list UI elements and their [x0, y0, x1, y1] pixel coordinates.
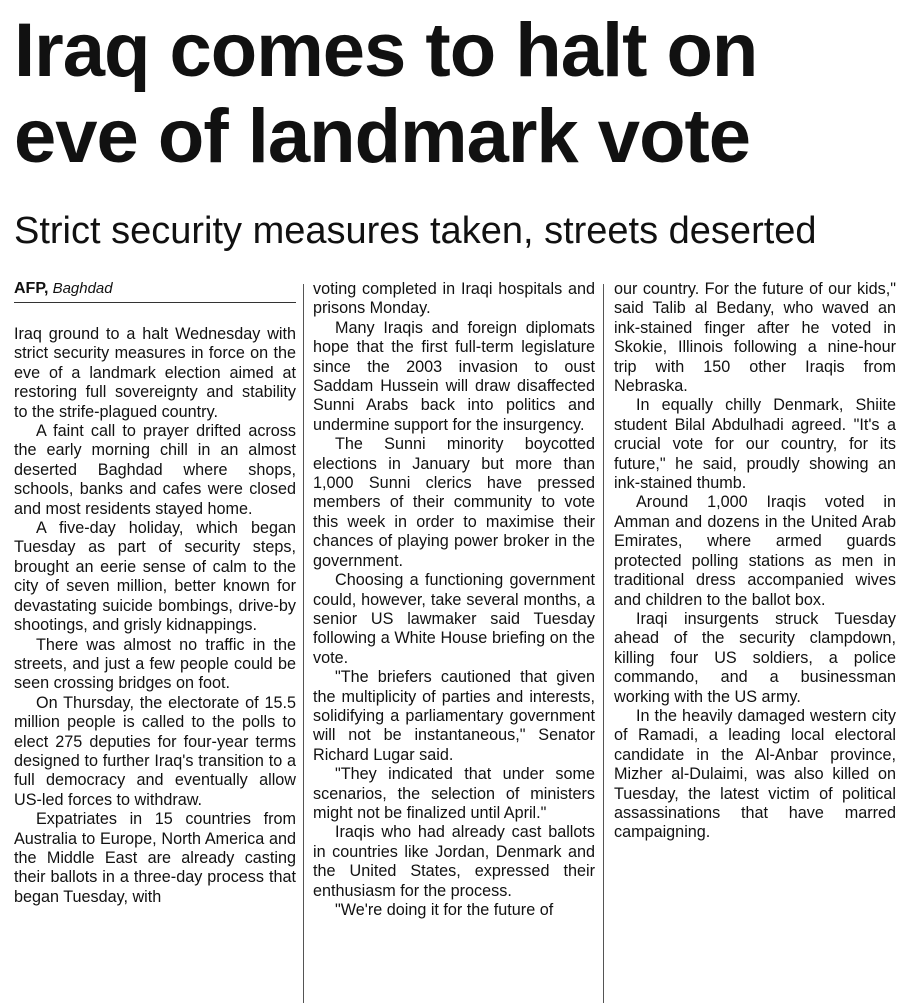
headline: Iraq comes to halt on eve of landmark vote	[14, 8, 758, 179]
column-1	[14, 280, 296, 907]
column-3	[614, 280, 896, 843]
paragraph: Iraqi insurgents struck Tuesday ahead of the security clampdown, killing four US soldiers, a police commando, and a businessman working with the US army.	[614, 609, 896, 706]
paragraph: On Thursday, the electorate of 15.5 million people is called to the polls to elect 275 deputies for four-year terms designed to further Iraq's transition to a full democracy and eventually allow US-led forces to withdraw.	[14, 693, 296, 809]
paragraph: In equally chilly Denmark, Shiite student Bilal Abdulhadi agreed. "It's a crucial vote for our country, for its future," he said, proudly showing an ink-stained thumb.	[614, 396, 896, 493]
paragraph: "They indicated that under some scenarios, the selection of ministers might not be finalized until April."	[313, 765, 595, 822]
paragraph: A five-day holiday, which began Tuesday as part of security steps, brought an eerie sense of calm to the city of seven million, better known for devastating suicide bombings, drive-by shootings, and grisly kidnappings.	[14, 519, 296, 635]
paragraph: "The briefers cautioned that given the multiplicity of parties and interests, solidifying a parliamentary government will not be instantaneous," Senator Richard Lugar said.	[313, 668, 595, 764]
paragraph: Iraq ground to a halt Wednesday with strict security measures in force on the eve of a landmark election aimed at restoring full sovereignty and stability to the strife-plagued country.	[14, 325, 296, 421]
paragraph: A faint call to prayer drifted across the early morning chill in an almost deserted Baghdad where shops, schools, banks and cafes were closed and most residents stayed home.	[14, 422, 296, 518]
column-2	[313, 280, 595, 920]
paragraph: "We're doing it for the future of	[335, 901, 554, 919]
paragraph: our country. For the future of our kids," said Talib al Bedany, who waved an ink-stained finger after he voted in Skokie, Illinois following a nine-hour trip with 150 other Iraqis from Nebraska.	[614, 280, 896, 396]
paragraph: Choosing a functioning government could, however, take several months, a senior US lawmaker said Tuesday following a White House briefing on the vote.	[313, 571, 595, 667]
paragraph: Around 1,000 Iraqis voted in Amman and dozens in the United Arab Emirates, where armed guards protected polling stations as men in traditional dress accompanied wives and children to the ballot box.	[614, 493, 896, 609]
paragraph: Iraqis who had already cast ballots in countries like Jordan, Denmark and the United States, expressed their enthusiasm for the process.	[313, 823, 595, 900]
byline-agency: AFP,	[14, 280, 49, 297]
byline-place: Baghdad	[52, 280, 113, 297]
paragraph: Many Iraqis and foreign diplomats hope that the first full-term legislature since the 2003 invasion to oust Saddam Hussein will draw disaffected Sunni Arabs back into politics and undermine support for the insurgency.	[313, 318, 595, 434]
paragraph: There was almost no traffic in the streets, and just a few people could be seen crossing bridges on foot.	[14, 635, 296, 693]
paragraph: voting completed in Iraqi hospitals and prisons Monday.	[313, 280, 595, 318]
paragraph: Expatriates in 15 countries from Australia to Europe, North America and the Middle East are already casting their ballots in a three-day process that began Tuesday, with	[14, 810, 296, 906]
paragraph: In the heavily damaged western city of Ramadi, a leading local electoral candidate in the Al-Anbar province, Mizher al-Dulaimi, was also killed on Tuesday, the latest victim of political assassinations that have marred campaigning.	[614, 706, 896, 842]
column-divider	[603, 284, 604, 1003]
subheadline: Strict security measures taken, streets deserted	[14, 210, 817, 252]
byline	[14, 280, 296, 303]
paragraph: The Sunni minority boycotted elections in January but more than 1,000 Sunni clerics have pressed members of their community to vote this week in order to maximise their chances of playing power broker in the government.	[313, 435, 595, 570]
column-divider	[303, 284, 304, 1003]
